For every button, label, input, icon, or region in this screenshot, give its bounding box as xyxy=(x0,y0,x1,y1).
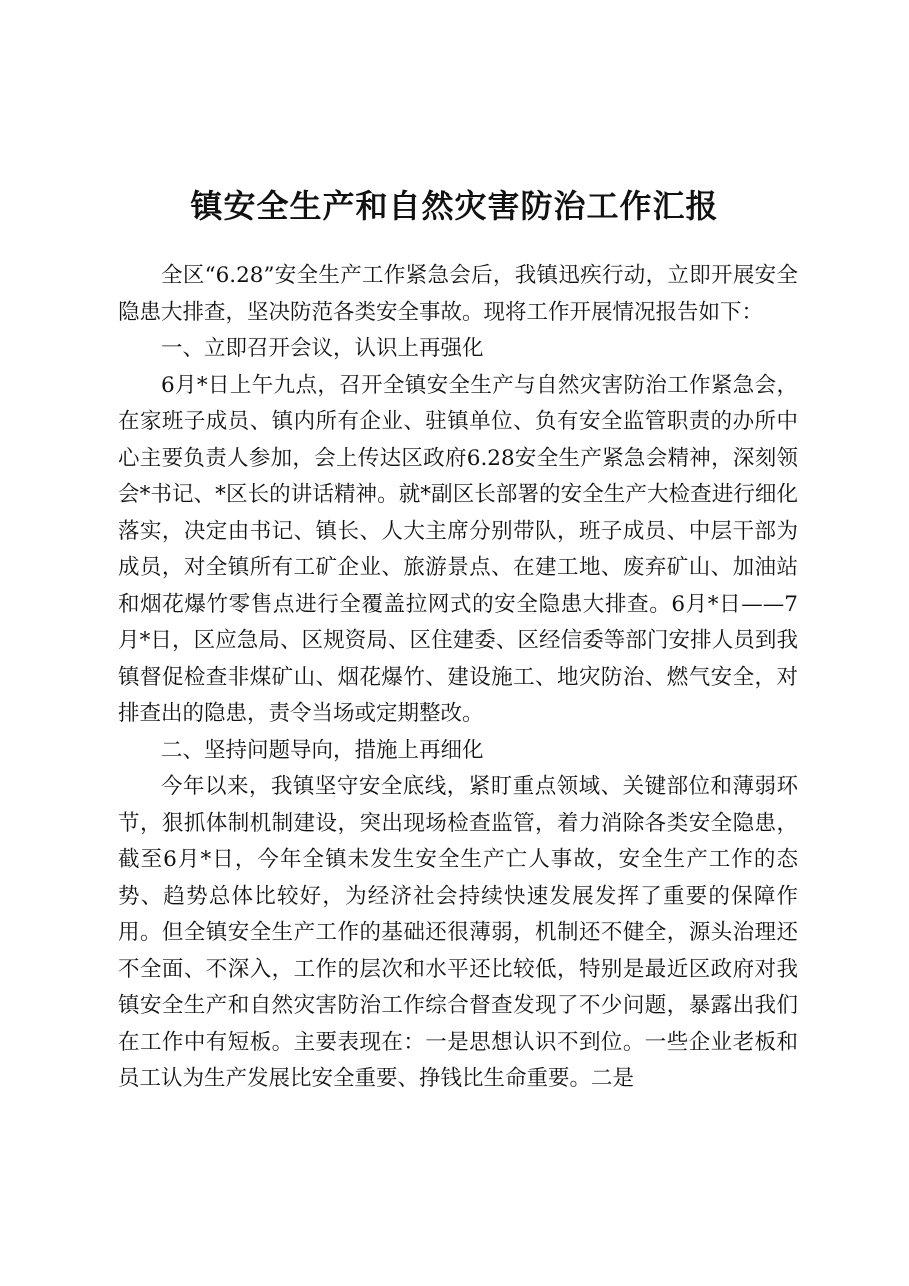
document-body xyxy=(118,258,798,1098)
document-title: 镇安全生产和自然灾害防治工作汇报 xyxy=(190,187,719,225)
section-2-paragraph: 今年以来，我镇坚守安全底线，紧盯重点领域、关键部位和薄弱环节，狠抓体制机制建设，突出现场检查监管，着力消除各类安全隐患，截至6月*日，今年全镇未发生安全生产亡人事故，安全生产工作的态势、趋势总体比较好，为经济社会持续快速发展发挥了重要的保障作用。但全镇安全生产工作的基础还很薄弱，机制还不健全，源头治理还不全面、不深入，工作的层次和水平还比较低，特别是最近区政府对我镇安全生产和自然灾害防治工作综合督查发现了不少问题，暴露出我们在工作中有短板。主要表现在：一是思想认识不到位。一些企业老板和员工认为生产发展比安全重要、挣钱比生命重要。二是 xyxy=(118,774,798,1091)
section-heading-2: 二、坚持问题导向，措施上再细化 xyxy=(161,737,484,763)
intro-paragraph: 全区“6.28”安全生产工作紧急会后，我镇迅疾行动，立即开展安全隐患大排查，坚决防范各类安全事故。现将工作开展情况报告如下： xyxy=(118,263,798,325)
section-1-paragraph: 6月*日上午九点，召开全镇安全生产与自然灾害防治工作紧急会，在家班子成员、镇内所有企业、驻镇单位、负有安全监管职责的办所中心主要负责人参加，会上传达区政府6.28安全生产紧急会精神，深刻领会*书记、*区长的讲话精神。就*副区长部署的安全生产大检查进行细化落实，决定由书记、镇长、人大主席分别带队，班子成员、中层干部为成员，对全镇所有工矿企业、旅游景点、在建工地、废弃矿山、加油站和烟花爆竹零售点进行全覆盖拉网式的安全隐患大排查。6月*日——7月*日，区应急局、区规资局、区住建委、区经信委等部门安排人员到我镇督促检查非煤矿山、烟花爆竹、建设施工、地灾防治、燃气安全，对排查出的隐患，责令当场或定期整改。 xyxy=(118,372,798,726)
section-heading-1: 一、立即召开会议，认识上再强化 xyxy=(161,336,484,361)
